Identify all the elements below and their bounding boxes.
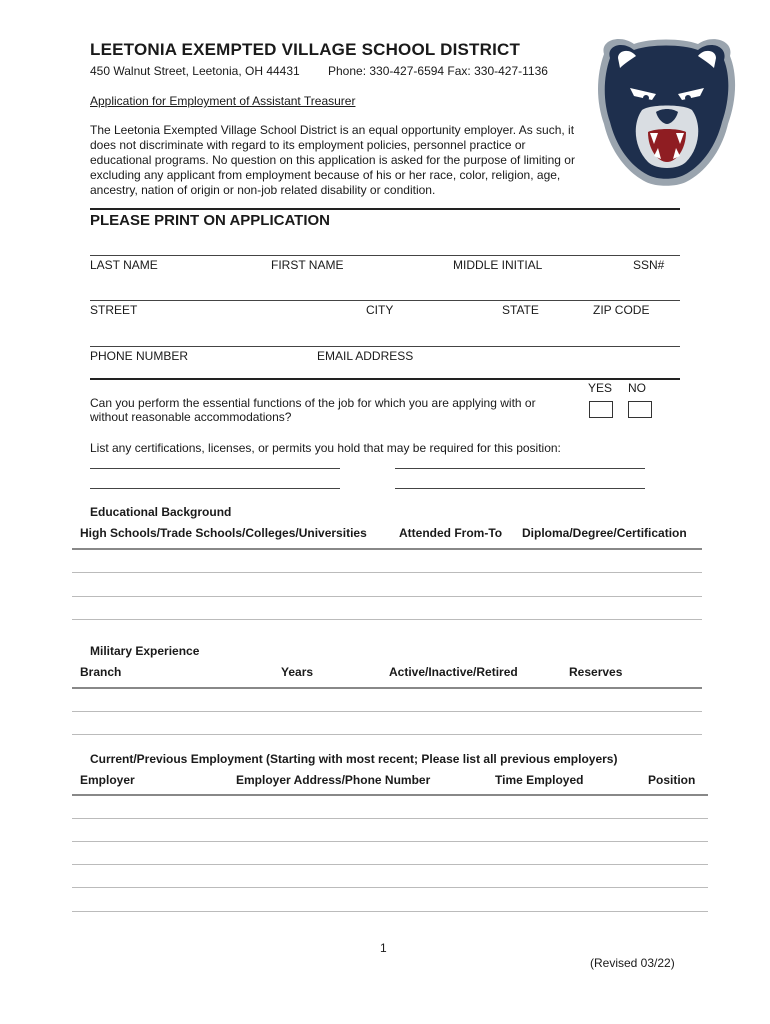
- phone-number-label: PHONE NUMBER: [90, 349, 189, 363]
- certification-line[interactable]: [395, 468, 645, 469]
- no-label: NO: [628, 381, 646, 395]
- section-divider: [90, 378, 680, 380]
- employment-heading: Current/Previous Employment (Starting with most recent; Please list all previous employers): [90, 752, 618, 766]
- bear-mascot-logo: [590, 32, 742, 188]
- education-row-line[interactable]: [72, 572, 702, 573]
- education-heading: Educational Background: [90, 505, 232, 519]
- military-heading: Military Experience: [90, 644, 200, 658]
- first-name-label: FIRST NAME: [271, 258, 344, 272]
- address-line[interactable]: [90, 300, 680, 301]
- section-divider: [90, 208, 680, 210]
- employment-col-employer: Employer: [80, 773, 135, 787]
- education-col-diploma: Diploma/Degree/Certification: [522, 526, 687, 540]
- middle-initial-label: MIDDLE INITIAL: [453, 258, 543, 272]
- no-checkbox[interactable]: [628, 401, 652, 418]
- ssn-label: SSN#: [633, 258, 665, 272]
- page-number: 1: [380, 941, 387, 955]
- zip-code-label: ZIP CODE: [593, 303, 650, 317]
- employment-col-address: Employer Address/Phone Number: [236, 773, 431, 787]
- yes-checkbox[interactable]: [589, 401, 613, 418]
- district-phone-fax: Phone: 330-427-6594 Fax: 330-427-1136: [328, 64, 548, 78]
- employment-row-line[interactable]: [72, 841, 708, 842]
- military-row-line[interactable]: [72, 711, 702, 712]
- employment-row-line[interactable]: [72, 818, 708, 819]
- last-name-label: LAST NAME: [90, 258, 158, 272]
- district-address: 450 Walnut Street, Leetonia, OH 44431: [90, 64, 300, 78]
- employment-row-line[interactable]: [72, 864, 708, 865]
- education-col-school: High Schools/Trade Schools/Colleges/Universities: [80, 526, 367, 540]
- military-col-branch: Branch: [80, 665, 122, 679]
- education-header-rule: [72, 548, 702, 550]
- name-line[interactable]: [90, 255, 680, 256]
- contact-line[interactable]: [90, 346, 680, 347]
- military-col-status: Active/Inactive/Retired: [389, 665, 518, 679]
- employment-row-line[interactable]: [72, 911, 708, 912]
- employment-col-position: Position: [648, 773, 696, 787]
- education-row-line[interactable]: [72, 596, 702, 597]
- bear-head-icon: [598, 39, 735, 186]
- state-label: STATE: [502, 303, 539, 317]
- revision-date: (Revised 03/22): [590, 956, 675, 970]
- email-address-label: EMAIL ADDRESS: [317, 349, 414, 363]
- military-col-reserves: Reserves: [569, 665, 623, 679]
- application-subtitle: Application for Employment of Assistant Treasurer: [90, 94, 356, 108]
- military-header-rule: [72, 687, 702, 689]
- education-row-line[interactable]: [72, 619, 702, 620]
- military-col-years: Years: [281, 665, 314, 679]
- employment-header-rule: [72, 794, 708, 796]
- employment-row-line[interactable]: [72, 887, 708, 888]
- equal-opportunity-statement: The Leetonia Exempted Village School District is an equal opportunity employer. As such, it does not discriminate with regard to its employment policies, personnel practice or educational programs. No question on this application is asked for the purpose of limiting or excluding any applicant from employment because of his or her race, color, religion, age, ancestry, nation of origin or non-job related disability or condition.: [90, 123, 575, 197]
- accommodation-question: Can you perform the essential functions of the job for which you are applying with or without reasonable accommodations?: [90, 396, 536, 424]
- certification-line[interactable]: [90, 468, 340, 469]
- certification-line[interactable]: [395, 488, 645, 489]
- employment-col-time: Time Employed: [495, 773, 584, 787]
- city-label: CITY: [366, 303, 394, 317]
- district-title: LEETONIA EXEMPTED VILLAGE SCHOOL DISTRICT: [90, 40, 521, 59]
- certifications-prompt: List any certifications, licenses, or permits you hold that may be required for this position:: [90, 441, 561, 455]
- education-col-attended: Attended From-To: [399, 526, 503, 540]
- street-label: STREET: [90, 303, 138, 317]
- print-instruction-heading: PLEASE PRINT ON APPLICATION: [90, 212, 331, 229]
- certification-line[interactable]: [90, 488, 340, 489]
- military-row-line[interactable]: [72, 734, 702, 735]
- yes-label: YES: [588, 381, 613, 395]
